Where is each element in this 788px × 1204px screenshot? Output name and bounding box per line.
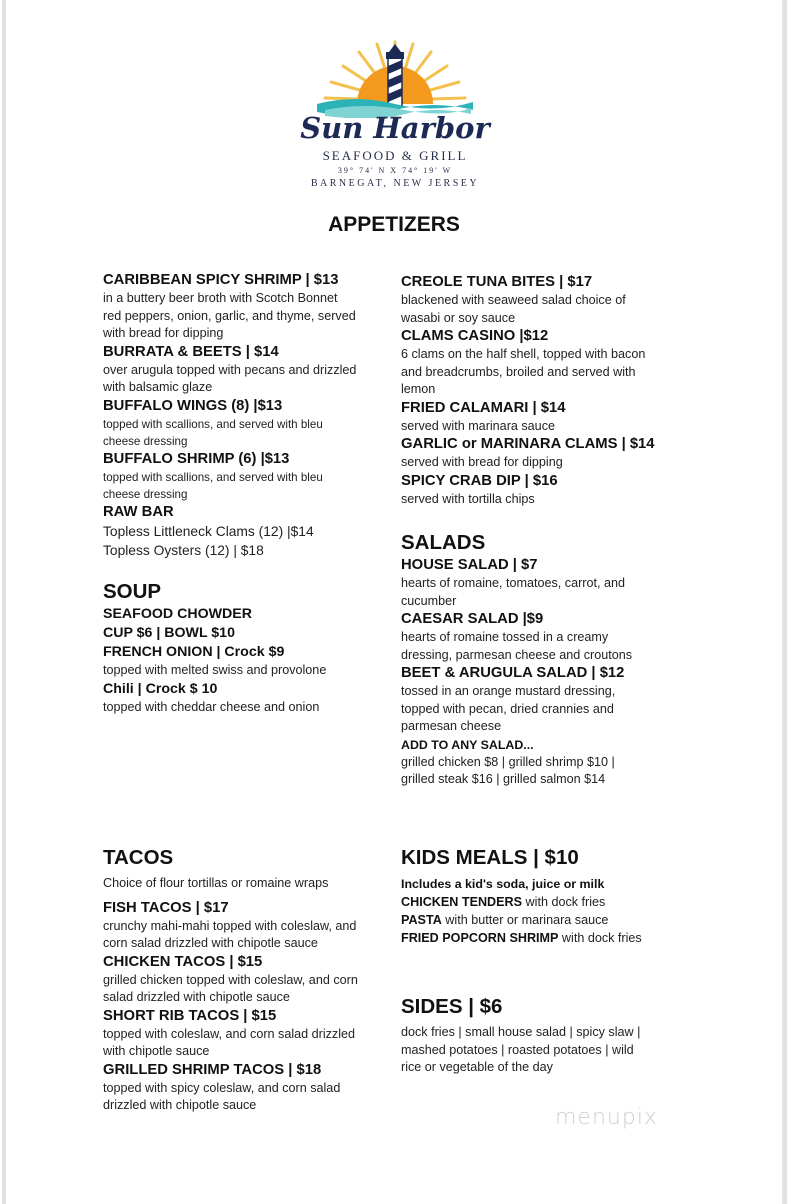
item-desc: and breadcrumbs, broiled and served with	[401, 364, 636, 379]
sides-section	[401, 994, 701, 1077]
menu-item	[401, 472, 701, 509]
salad-addon-line: grilled chicken $8 | grilled shrimp $10 |	[401, 754, 615, 769]
item-desc: served with bread for dipping	[401, 455, 563, 469]
sides-line: mashed potatoes | roasted potatoes | wild	[401, 1042, 634, 1057]
item-name: BEET & ARUGULA SALAD | $12	[401, 665, 625, 681]
menu-item	[103, 343, 398, 397]
item-desc: drizzled with chipotle sauce	[103, 1098, 257, 1112]
page-edge-right	[782, 0, 787, 1204]
item-desc: topped with scallions, and served with bleu	[103, 470, 323, 484]
item-desc: hearts of romaine tossed in a creamy	[401, 630, 609, 644]
menu-item	[103, 271, 398, 343]
soup-line: SEAFOOD CHOWDER	[103, 606, 252, 622]
item-desc: served with marinara sauce	[401, 418, 555, 433]
item-desc: topped with spicy coleslaw, and corn salad	[103, 1080, 341, 1095]
soup-line: CUP $6 | BOWL $10	[103, 625, 235, 641]
item-name: FISH TACOS | $17	[103, 899, 229, 916]
item-desc: corn salad drizzled with chipotle sauce	[103, 936, 318, 950]
menu-item-raw-bar	[103, 503, 398, 560]
item-desc: cheese dressing	[103, 487, 188, 501]
kids-item-name: PASTA	[401, 913, 442, 927]
salad-addon-line: grilled steak $16 | grilled salmon $14	[401, 772, 606, 786]
item-desc: grilled chicken topped with coleslaw, and corn	[103, 972, 358, 987]
sides-line: rice or vegetable of the day	[401, 1060, 553, 1074]
item-desc: topped with pecan, dried crannies and	[401, 701, 614, 716]
tacos-subtitle: Choice of flour tortillas or romaine wraps	[103, 876, 329, 890]
item-desc: with chipotle sauce	[103, 1044, 210, 1058]
item-desc: lemon	[401, 382, 436, 396]
item-desc: 6 clams on the half shell, topped with bacon	[401, 347, 646, 361]
section-title-kids: KIDS MEALS | $10	[401, 846, 579, 869]
section-title-sides: SIDES | $6	[401, 995, 503, 1018]
item-name: FRIED CALAMARI | $14	[401, 399, 566, 416]
kids-meals-section	[401, 845, 701, 947]
item-desc: served with tortilla chips	[401, 491, 535, 506]
item-desc: cucumber	[401, 593, 457, 608]
item-name: RAW BAR	[103, 503, 174, 520]
appetizers-right-column	[401, 273, 701, 508]
menu-item	[103, 450, 398, 503]
menu-item	[401, 399, 701, 436]
item-desc: in a buttery beer broth with Scotch Bonnet	[103, 291, 338, 305]
sides-line: dock fries | small house salad | spicy slaw |	[401, 1025, 641, 1039]
section-title-salads: SALADS	[401, 531, 486, 554]
item-desc: with bread for dipping	[103, 326, 224, 340]
restaurant-logo	[300, 38, 490, 198]
section-title-soup: SOUP	[103, 580, 162, 603]
item-name: CREOLE TUNA BITES | $17	[401, 274, 593, 290]
section-title-tacos: TACOS	[103, 846, 174, 869]
item-desc: hearts of romaine, tomatoes, carrot, and	[401, 576, 626, 590]
item-desc: topped with cheddar cheese and onion	[103, 699, 320, 714]
item-desc: topped with coleslaw, and corn salad drizzled	[103, 1026, 356, 1041]
item-desc: tossed in an orange mustard dressing,	[401, 684, 616, 698]
salads-section	[401, 530, 701, 789]
item-desc: over arugula topped with pecans and drizzled	[103, 362, 357, 377]
brand-coordinates: 39° 74' N X 74° 19' W	[337, 166, 453, 175]
item-name: GARLIC or MARINARA CLAMS | $14	[401, 436, 655, 452]
brand-location: BARNEGAT, NEW JERSEY	[310, 178, 480, 189]
menu-item	[103, 397, 398, 450]
kids-item-desc: with butter or marinara sauce	[441, 913, 609, 927]
item-desc: topped with scallions, and served with bleu	[103, 417, 323, 431]
item-desc: dressing, parmesan cheese and croutons	[401, 647, 633, 662]
item-name: CARIBBEAN SPICY SHRIMP | $13	[103, 272, 339, 288]
menu-item	[401, 273, 701, 327]
item-desc: cheese dressing	[103, 434, 188, 448]
item-name: CAESAR SALAD |$9	[401, 611, 544, 627]
item-name: Chili | Crock $ 10	[103, 680, 218, 697]
item-desc: parmesan cheese	[401, 719, 502, 733]
soup-section	[103, 579, 398, 716]
item-name: CHICKEN TACOS | $15	[103, 953, 263, 970]
menu-item	[401, 327, 701, 399]
item-name: BUFFALO WINGS (8) |$13	[103, 397, 283, 414]
kids-includes: Includes a kid's soda, juice or milk	[401, 877, 605, 891]
appetizers-left-column	[103, 271, 398, 560]
item-desc: salad drizzled with chipotle sauce	[103, 990, 290, 1004]
kids-item-desc: with dock fries	[558, 931, 642, 945]
item-name: FRENCH ONION | Crock $9	[103, 644, 285, 660]
item-line: Topless Oysters (12) | $18	[103, 542, 264, 558]
menu-item	[401, 435, 701, 472]
item-desc: topped with melted swiss and provolone	[103, 663, 327, 677]
item-line: Topless Littleneck Clams (12) |$14	[103, 523, 314, 539]
item-name: HOUSE SALAD | $7	[401, 557, 538, 573]
item-name: BURRATA & BEETS | $14	[103, 343, 279, 360]
kids-item	[401, 929, 701, 947]
salad-addon-title: ADD TO ANY SALAD...	[401, 737, 534, 752]
item-desc: red peppers, onion, garlic, and thyme, served	[103, 308, 356, 323]
item-name: SHORT RIB TACOS | $15	[103, 1007, 277, 1024]
kids-item	[401, 893, 701, 911]
item-name: BUFFALO SHRIMP (6) |$13	[103, 450, 290, 467]
kids-item-name: CHICKEN TENDERS	[401, 895, 523, 909]
kids-item	[401, 911, 701, 929]
brand-tagline: SEAFOOD & GRILL	[322, 148, 468, 163]
item-name: CLAMS CASINO |$12	[401, 328, 549, 344]
page-title: APPETIZERS	[328, 213, 460, 236]
item-desc: blackened with seaweed salad choice of	[401, 293, 626, 307]
tacos-section	[103, 845, 398, 1115]
item-name: GRILLED SHRIMP TACOS | $18	[103, 1061, 322, 1078]
menupix-watermark: menupix	[555, 1105, 658, 1130]
kids-item-desc: with dock fries	[522, 895, 606, 909]
item-desc: wasabi or soy sauce	[401, 310, 516, 325]
lighthouse-sun-icon	[315, 38, 475, 118]
item-name: SPICY CRAB DIP | $16	[401, 472, 558, 489]
item-desc: with balsamic glaze	[103, 380, 213, 394]
item-desc: crunchy mahi-mahi topped with coleslaw, and	[103, 918, 357, 933]
kids-item-name: FRIED POPCORN SHRIMP	[401, 931, 559, 945]
brand-name: Sun Harbor	[300, 111, 490, 145]
page-edge-left	[2, 0, 6, 1204]
